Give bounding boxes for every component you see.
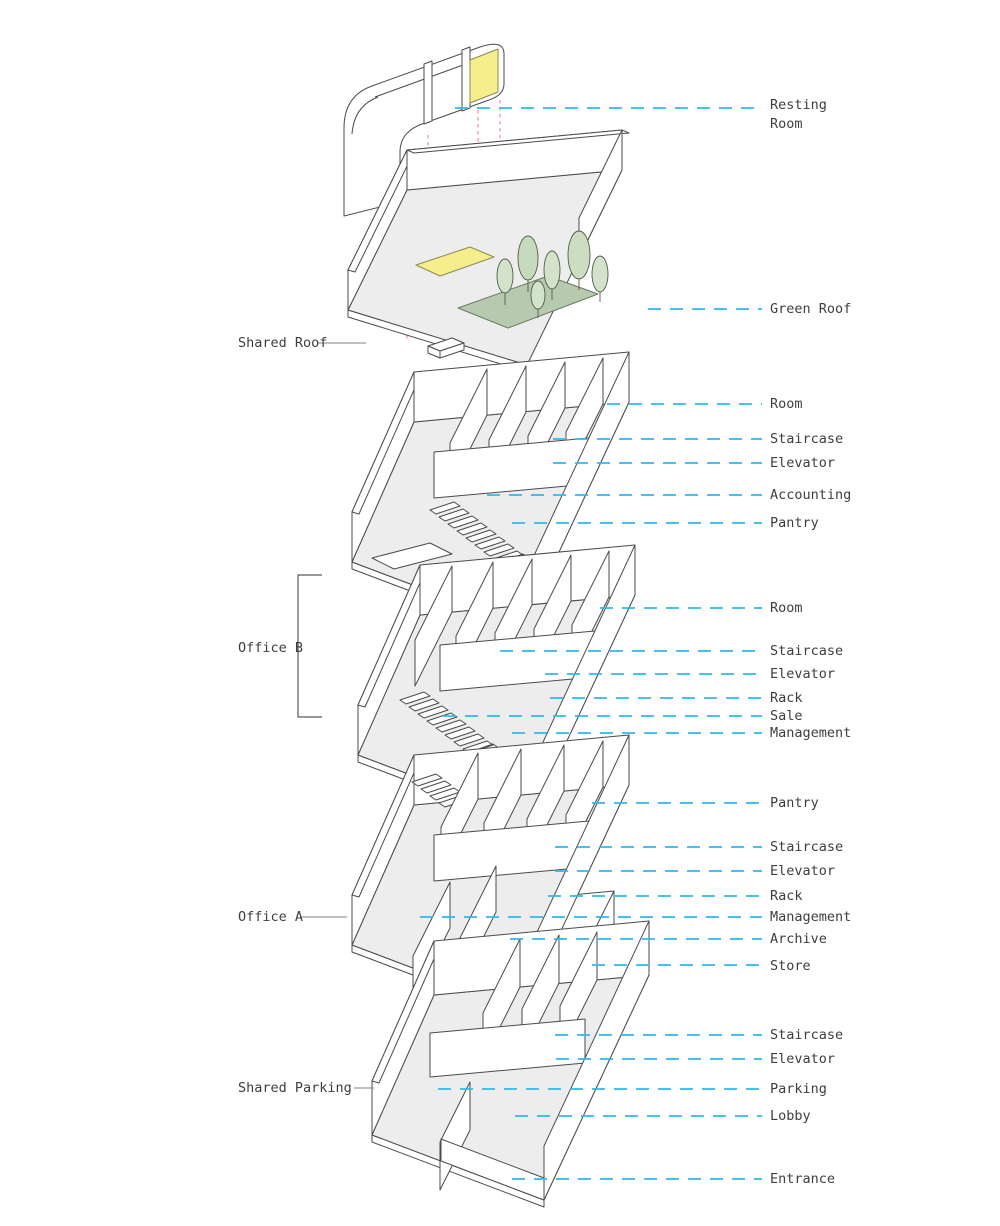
label-rack-1: Rack [770, 690, 803, 706]
label-elevator-3: Elevator [770, 863, 836, 879]
pavilion-partition-wall [424, 61, 432, 124]
label-store: Store [770, 958, 811, 974]
label-archive: Archive [770, 931, 827, 947]
label-management-2: Management [770, 909, 852, 925]
label-room-1: Room [770, 396, 803, 412]
label-lobby: Lobby [770, 1108, 811, 1124]
tree-icon [568, 231, 590, 290]
label-staircase-1: Staircase [770, 431, 844, 447]
label-green-roof: Green Roof [770, 301, 852, 317]
label-staircase-4: Staircase [770, 1027, 844, 1043]
label-shared-roof: Shared Roof [238, 335, 328, 351]
label-sale: Sale [770, 708, 803, 724]
label-accounting: Accounting [770, 487, 852, 503]
label-staircase-3: Staircase [770, 839, 844, 855]
label-pantry-2: Pantry [770, 795, 819, 811]
label-elevator-2: Elevator [770, 666, 836, 682]
label-entrance: Entrance [770, 1171, 836, 1187]
label-management-1: Management [770, 725, 852, 741]
label-room-2: Room [770, 600, 803, 616]
label-office-a: Office A [238, 909, 304, 925]
label-elevator-4: Elevator [770, 1051, 836, 1067]
label-parking: Parking [770, 1081, 827, 1097]
label-pantry-1: Pantry [770, 515, 819, 531]
label-elevator-1: Elevator [770, 455, 836, 471]
label-resting-room: Resting Room [770, 97, 827, 132]
label-shared-parking: Shared Parking [238, 1080, 352, 1096]
label-office-b: Office B [238, 640, 304, 656]
label-staircase-2: Staircase [770, 643, 844, 659]
label-rack-2: Rack [770, 888, 803, 904]
pavilion-partition-wall [462, 47, 470, 111]
